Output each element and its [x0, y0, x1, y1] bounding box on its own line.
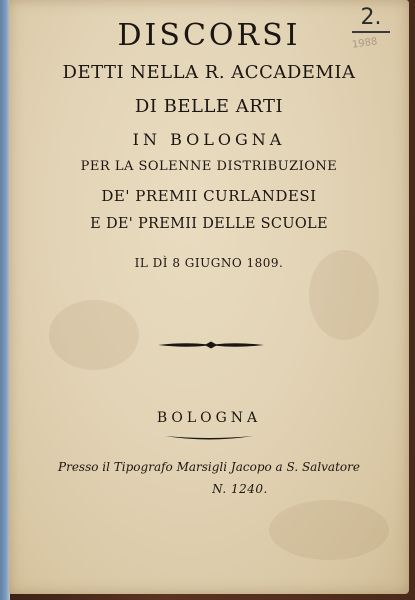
paper-stain — [49, 300, 139, 370]
handwritten-page-number: 2. — [352, 5, 390, 33]
subtitle-line-4: PER LA SOLENNE DISTRIBUZIONE — [80, 159, 338, 174]
pencil-note: 1988 — [351, 36, 379, 51]
main-title: DISCORSI — [117, 18, 301, 53]
imprint-number: N. 1240. — [212, 482, 268, 496]
imprint-printer: Presso il Tipografo Marsigli Jacopo a S. Salvatore — [58, 460, 360, 474]
subtitle-line-1: DETTI NELLA R. ACCADEMIA — [62, 62, 356, 83]
date-line: IL DÌ 8 GIUGNO 1809. — [134, 256, 284, 270]
subtitle-line-3: IN BOLOGNA — [132, 130, 286, 149]
subtitle-line-2: DI BELLE ARTI — [134, 96, 284, 117]
subtitle-line-6: E DE' PREMII DELLE SCUOLE — [90, 216, 328, 232]
ornament-rule-icon — [158, 340, 264, 350]
imprint-city: BOLOGNA — [156, 410, 262, 426]
title-page — [9, 0, 409, 594]
subtitle-line-5: DE' PREMII CURLANDESI — [101, 187, 317, 205]
paper-stain — [269, 500, 389, 560]
swell-rule-icon — [165, 434, 253, 442]
